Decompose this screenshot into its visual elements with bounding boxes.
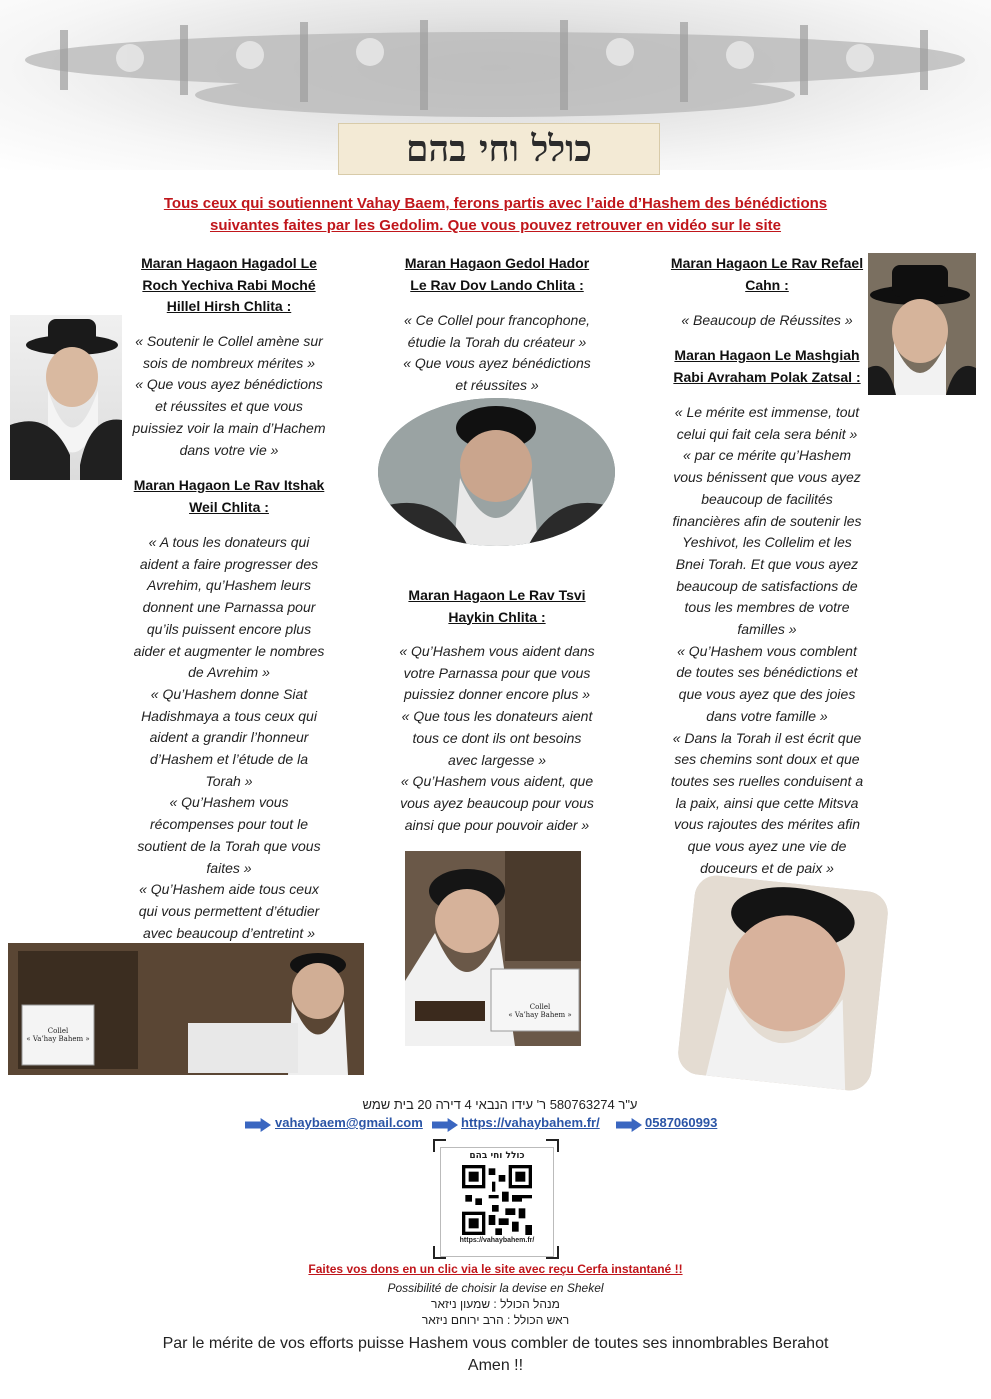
quote-line: qui vous permettent d’étudier — [138, 902, 320, 919]
qr-code-icon — [462, 1165, 532, 1235]
quote-line: « Qu’Hashem vous comblent — [677, 642, 857, 659]
rabbi-title-line: Hillel Hirsh Chlita : — [166, 298, 292, 314]
quote-line: récompenses pour tout le — [150, 816, 308, 833]
closing-line: Par le mérite de vos efforts puisse Hashem vous combler de toutes ses innombrables Berahot — [162, 1335, 829, 1352]
collel-head: ראש הכולל : הרב ירוחם ניזאר — [421, 1313, 570, 1327]
quote-line: de toutes ses bénédictions et — [676, 664, 858, 681]
quote-line: « Dans la Torah il est écrit que — [672, 729, 862, 746]
col3-rabbi1-quote — [658, 310, 876, 332]
quote-line: que vous ayez une vie de — [687, 838, 847, 855]
rabbi-polak-photo — [676, 873, 890, 1092]
rabbi-portrait-icon — [378, 398, 615, 546]
col1-rabbi2-title — [120, 475, 338, 518]
col3-rabbi2-quote — [655, 402, 879, 879]
shekel-note: Possibilité de choisir la devise en Shekel — [387, 1281, 604, 1295]
rabbi-weil-photo — [8, 943, 364, 1075]
quote-line: aident a grandir l’honneur — [149, 729, 309, 746]
quote-line: « Soutenir le Collel amène sur — [135, 333, 323, 349]
quote-line: votre Parnassa pour que vous — [403, 664, 591, 681]
quote-line: « Que vous ayez bénédictions — [135, 376, 323, 393]
contact-links — [245, 1115, 745, 1135]
quote-line: donnent une Parnassa pour — [142, 599, 316, 616]
header-banner — [0, 0, 991, 180]
quote-line: Yeshivot, les Collelim et les — [682, 534, 852, 551]
rabbi-title-line: Le Rav Dov Lando Chlita : — [410, 276, 584, 293]
qr-code-card[interactable] — [440, 1147, 554, 1257]
rabbi-lando-photo — [378, 398, 615, 546]
rabbi-title-line: Haykin Chlita : — [448, 608, 546, 625]
rabbi-portrait-icon — [676, 873, 890, 1092]
intro-text — [120, 193, 871, 237]
website-link[interactable]: https://vahaybahem.fr/ — [461, 1115, 600, 1130]
quote-line: « Qu’Hashem aide tous ceux — [139, 881, 319, 898]
quote-line: familles » — [737, 621, 797, 638]
quote-line: étudie la Torah du créateur » — [407, 333, 587, 350]
arrow-right-icon — [245, 1118, 271, 1132]
quote-line: vous rajoutes des mérites afin — [674, 816, 860, 833]
rabbi-portrait-icon — [10, 315, 122, 480]
quote-line: beaucoup de satisfactions de — [676, 577, 858, 594]
quote-line: Bnei Torah. Et que vous ayez — [675, 555, 859, 572]
rabbi-title-line: Maran Hagaon Hagadol Le — [141, 255, 317, 271]
collel-hebrew-title: כולל וחי בהם — [338, 123, 660, 175]
quote-line: beaucoup de facilités — [701, 490, 833, 507]
rabbi-title-line: Maran Hagaon Le Rav Refael — [670, 255, 864, 271]
quote-line: et réussites et que vous — [155, 398, 303, 415]
rabbi-title-line: Cahn : — [745, 276, 789, 293]
quote-line: vous ayez beaucoup pour vous — [400, 794, 594, 811]
quote-line: « Qu’Hashem vous aident, que — [400, 773, 594, 790]
quote-line: et réussites » — [455, 377, 539, 394]
col2-rabbi1-title — [388, 253, 606, 296]
quote-line: aident a faire progresser des — [139, 555, 319, 572]
quote-line: la paix, ainsi que cette Mitsva — [675, 794, 859, 811]
quote-line: sois de nombreux mérites » — [143, 354, 315, 371]
rabbi-title-line: Maran Hagaon Gedol Hador — [404, 255, 590, 271]
quote-line: puissiez donner encore plus » — [403, 686, 590, 703]
rabbi-portrait-icon — [868, 253, 976, 395]
quote-line: aider et augmenter le nombres — [133, 642, 325, 659]
quote-line: de Avrehim » — [188, 664, 270, 681]
quote-line: soutient de la Torah que vous — [137, 837, 321, 854]
col3-rabbi2-title — [658, 345, 876, 388]
paper-caption-line: « Va’hay Bahem » — [508, 1011, 572, 1019]
col2-rabbi1-quote — [385, 310, 609, 397]
quote-line: « Que tous les donateurs aient — [401, 708, 593, 725]
quote-line: « Que vous ayez bénédictions — [403, 355, 591, 372]
quote-line: avec beaucoup d’entretint » — [142, 924, 315, 941]
arrow-right-icon — [432, 1118, 458, 1132]
quote-line: celui qui fait cela sera bénit » — [676, 425, 858, 442]
col3-rabbi1-title — [658, 253, 876, 296]
qr-top-label: כולל וחי בהם — [469, 1151, 525, 1161]
quote-line: dans votre famille » — [706, 707, 828, 724]
quote-line: Hadishmaya a tous ceux qui — [141, 707, 317, 724]
phone-link[interactable]: 0587060993 — [645, 1115, 718, 1130]
quote-line: Avrehim, qu’Hashem leurs — [147, 577, 311, 594]
quote-line: vous bénissent que vous ayez — [673, 469, 861, 486]
donate-text: Faites vos dons en un clic via le site avec reçu Cerfa instantané !! — [308, 1262, 683, 1276]
quote-line: « Qu’Hashem vous — [169, 794, 289, 811]
rabbi-title-line: Maran Hagaon Le Rav Itshak — [133, 477, 325, 493]
rabbi-title-line: Weil Chlita : — [189, 498, 269, 515]
paper-caption-line: Collel — [529, 1003, 551, 1011]
closing-blessing — [120, 1333, 871, 1377]
paper-caption — [22, 1027, 94, 1043]
quote-line: financières afin de soutenir les — [672, 512, 862, 529]
rabbi-title-line: Maran Hagaon Le Rav Tsvi — [408, 587, 586, 603]
intro-line: suivantes faites par les Gedolim. Que vous pouvez retrouver en vidéo sur le site — [209, 217, 782, 234]
quote-line: tous ce dont ils ont besoins — [412, 729, 582, 746]
hebrew-address: ע"ר 580763274 ר' עידו הנבאי 4 דירה 20 בית שמש — [362, 1097, 638, 1112]
quote-line: « par ce mérite qu’Hashem — [682, 447, 852, 464]
col1-rabbi1-quote — [120, 331, 338, 461]
quote-line: d’Hashem et l’étude de la — [150, 751, 308, 768]
col2-rabbi2-quote — [383, 641, 611, 836]
quote-line: ainsi que pour pouvoir aider » — [404, 816, 590, 833]
paper-caption — [505, 1003, 575, 1019]
rabbi-hirsh-photo — [10, 315, 122, 480]
quote-line: ses chemins sont doux et que — [674, 751, 860, 768]
quote-line: qu’ils puissent encore plus — [146, 620, 312, 637]
col1-rabbi1-title — [120, 253, 338, 318]
quote-line: que vous ayez que des joies — [678, 686, 856, 703]
quote-line: avec largesse » — [447, 751, 547, 768]
paper-caption-line: Collel — [47, 1027, 69, 1035]
collel-manager: מנהל הכולל : שמעון ניזאר — [431, 1297, 560, 1311]
col1-rabbi2-quote — [118, 532, 340, 944]
paper-caption-line: « Va’hay Bahem » — [26, 1035, 90, 1043]
quote-line: « Ce Collel pour francophone, — [403, 312, 590, 328]
quote-line: « Qu’Hashem donne Siat — [150, 685, 308, 702]
rabbi-cahn-photo — [868, 253, 976, 395]
quote-line: « Beaucoup de Réussites » — [681, 312, 853, 328]
quote-line: puissiez voir la main d’Hachem — [132, 419, 326, 436]
quote-line: Torah » — [205, 772, 253, 789]
quote-line: « Le mérite est immense, tout — [674, 404, 860, 420]
rabbi-portrait-icon — [8, 943, 364, 1075]
arrow-right-icon — [616, 1118, 642, 1132]
rabbi-haykin-photo — [405, 851, 581, 1046]
quote-line: « A tous les donateurs qui — [148, 534, 310, 550]
quote-line: dans votre vie » — [179, 441, 279, 458]
quote-line: toutes ses ruelles conduisent a — [670, 772, 864, 789]
col2-rabbi2-title — [388, 585, 606, 628]
quote-line: douceurs et de paix » — [700, 859, 834, 876]
intro-line: Tous ceux qui soutiennent Vahay Baem, ferons partis avec l’aide d’Hashem des bénédictions — [163, 195, 828, 212]
qr-bottom-label: https://vahaybahem.fr/ — [459, 1237, 535, 1244]
quote-line: tous les membres de votre — [684, 599, 850, 616]
rabbi-title-line: Rabi Avraham Polak Zatsal : — [673, 368, 861, 385]
quote-line: « Qu’Hashem vous aident dans — [399, 643, 595, 659]
rabbi-title-line: Maran Hagaon Le Mashgiah — [674, 347, 860, 363]
rabbi-title-line: Roch Yechiva Rabi Moché — [142, 276, 316, 293]
closing-line: Amen !! — [467, 1357, 524, 1374]
email-link[interactable]: vahaybaem@gmail.com — [275, 1115, 423, 1130]
quote-line: faites » — [206, 859, 252, 876]
